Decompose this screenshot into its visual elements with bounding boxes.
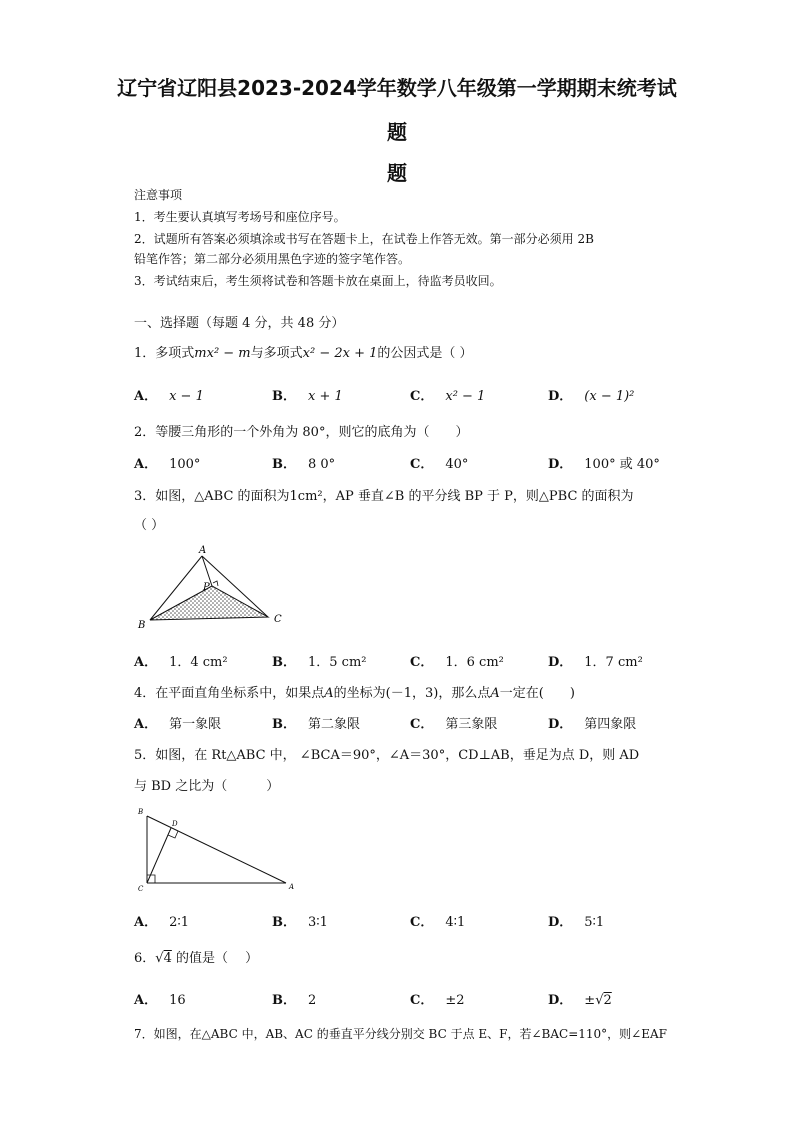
q5-option-c[interactable]: C． 4∶1 bbox=[410, 915, 466, 930]
q4-option-a[interactable]: A． 第一象限 bbox=[134, 717, 222, 732]
q3-right-angle-mark bbox=[213, 581, 218, 586]
q2-option-c[interactable]: C． 40° bbox=[410, 457, 469, 472]
section-heading: 一、选择题（每题 4 分，共 48 分） bbox=[134, 316, 345, 331]
sqrt-icon: √ bbox=[595, 993, 604, 1008]
q1-expr2: x² − 2x + 1 bbox=[302, 346, 378, 361]
notice-item: 铅笔作答；第二部分必须用黑色字迹的签字笔作答。 bbox=[134, 252, 411, 266]
q3-option-b[interactable]: B． 1．5 cm² bbox=[272, 655, 367, 670]
q3-label-b: B bbox=[138, 620, 146, 631]
question-6: 6．√4 的值是（ ） bbox=[134, 951, 259, 966]
q3-label-p: P bbox=[203, 582, 210, 593]
q5-side-ab bbox=[147, 816, 286, 883]
q4-option-b[interactable]: B． 第二象限 bbox=[272, 717, 361, 732]
q1-expr1: mx² − m bbox=[194, 346, 251, 361]
notice-item: 2．试题所有答案必须填涂或书写在答题卡上，在试卷上作答无效。第一部分必须用 2B bbox=[134, 232, 594, 246]
q5-right-triangle-figure bbox=[134, 803, 304, 893]
q3-triangle-figure bbox=[134, 540, 294, 632]
q1-option-b[interactable]: B． x + 1 bbox=[272, 389, 343, 404]
q5-label-c: C bbox=[138, 885, 144, 893]
sqrt-icon: √ bbox=[155, 951, 164, 966]
q6-option-b[interactable]: B． 2 bbox=[272, 993, 317, 1008]
question-1 bbox=[134, 342, 473, 361]
q3-label-c: C bbox=[274, 614, 282, 625]
q3-option-c[interactable]: C． 1．6 cm² bbox=[410, 655, 504, 670]
notice-heading: 注意事项 bbox=[134, 188, 183, 202]
question-5: 5．如图，在 Rt△ABC 中， ∠BCA＝90°，∠A＝30°，CD⊥AB，垂足为点 D，则 AD bbox=[134, 748, 640, 763]
page-title: 辽宁省辽阳县2023-2024学年数学八年级第一学期期末统考试 bbox=[117, 76, 677, 100]
notice-item: 3．考试结束后，考生须将试卷和答题卡放在桌面上，待监考员收回。 bbox=[134, 274, 502, 288]
q2-option-d[interactable]: D． 100° 或 40° bbox=[548, 457, 660, 472]
question-2: 2．等腰三角形的一个外角为 80°，则它的底角为（ ） bbox=[134, 425, 469, 440]
q1-post: 的公因式是（ ） bbox=[377, 346, 473, 361]
question-3-cont: （ ） bbox=[134, 518, 165, 533]
q6-option-d[interactable]: D． ±√2 bbox=[548, 993, 612, 1008]
q3-option-a[interactable]: A． 1．4 cm² bbox=[134, 655, 228, 670]
q5-label-b: B bbox=[138, 808, 144, 816]
page-title-cont-2: 题 bbox=[387, 161, 407, 185]
q5-option-a[interactable]: A． 2∶1 bbox=[134, 915, 190, 930]
q5-label-d: D bbox=[172, 820, 178, 828]
q1-pre: 1．多项式 bbox=[134, 346, 195, 361]
notice-item: 1．考生要认真填写考场号和座位序号。 bbox=[134, 210, 346, 224]
q1-option-a[interactable]: A． x − 1 bbox=[134, 389, 204, 404]
q4-option-d[interactable]: D． 第四象限 bbox=[548, 717, 637, 732]
q1-mid: 与多项式 bbox=[250, 346, 303, 361]
q3-label-a: A bbox=[199, 545, 207, 556]
question-7: 7．如图，在△ABC 中，AB、AC 的垂直平分线分别交 BC 于点 E、F，若∠BAC=110°，则∠EAF bbox=[134, 1027, 667, 1041]
q4-option-c[interactable]: C． 第三象限 bbox=[410, 717, 498, 732]
question-5-cont: 与 BD 之比为（ ） bbox=[134, 779, 280, 794]
q5-option-d[interactable]: D． 5∶1 bbox=[548, 915, 605, 930]
q6-option-a[interactable]: A． 16 bbox=[134, 993, 186, 1008]
q1-option-c[interactable]: C． x² − 1 bbox=[410, 389, 486, 404]
q2-option-a[interactable]: A． 100° bbox=[134, 457, 201, 472]
q5-label-a: A bbox=[289, 883, 295, 891]
q1-option-d[interactable]: D． (x − 1)² bbox=[548, 389, 635, 404]
q3-option-d[interactable]: D． 1．7 cm² bbox=[548, 655, 643, 670]
page-title-cont: 题 bbox=[387, 120, 407, 144]
q2-option-b[interactable]: B． 8 0° bbox=[272, 457, 336, 472]
q5-option-b[interactable]: B． 3∶1 bbox=[272, 915, 328, 930]
question-4: 4．在平面直角坐标系中，如果点A的坐标为(－1，3)，那么点A一定在( ) bbox=[134, 686, 575, 701]
q6-option-c[interactable]: C． ±2 bbox=[410, 993, 465, 1008]
question-3: 3．如图，△ABC 的面积为1cm²，AP 垂直∠B 的平分线 BP 于 P，则△PBC 的面积为 bbox=[134, 489, 634, 504]
